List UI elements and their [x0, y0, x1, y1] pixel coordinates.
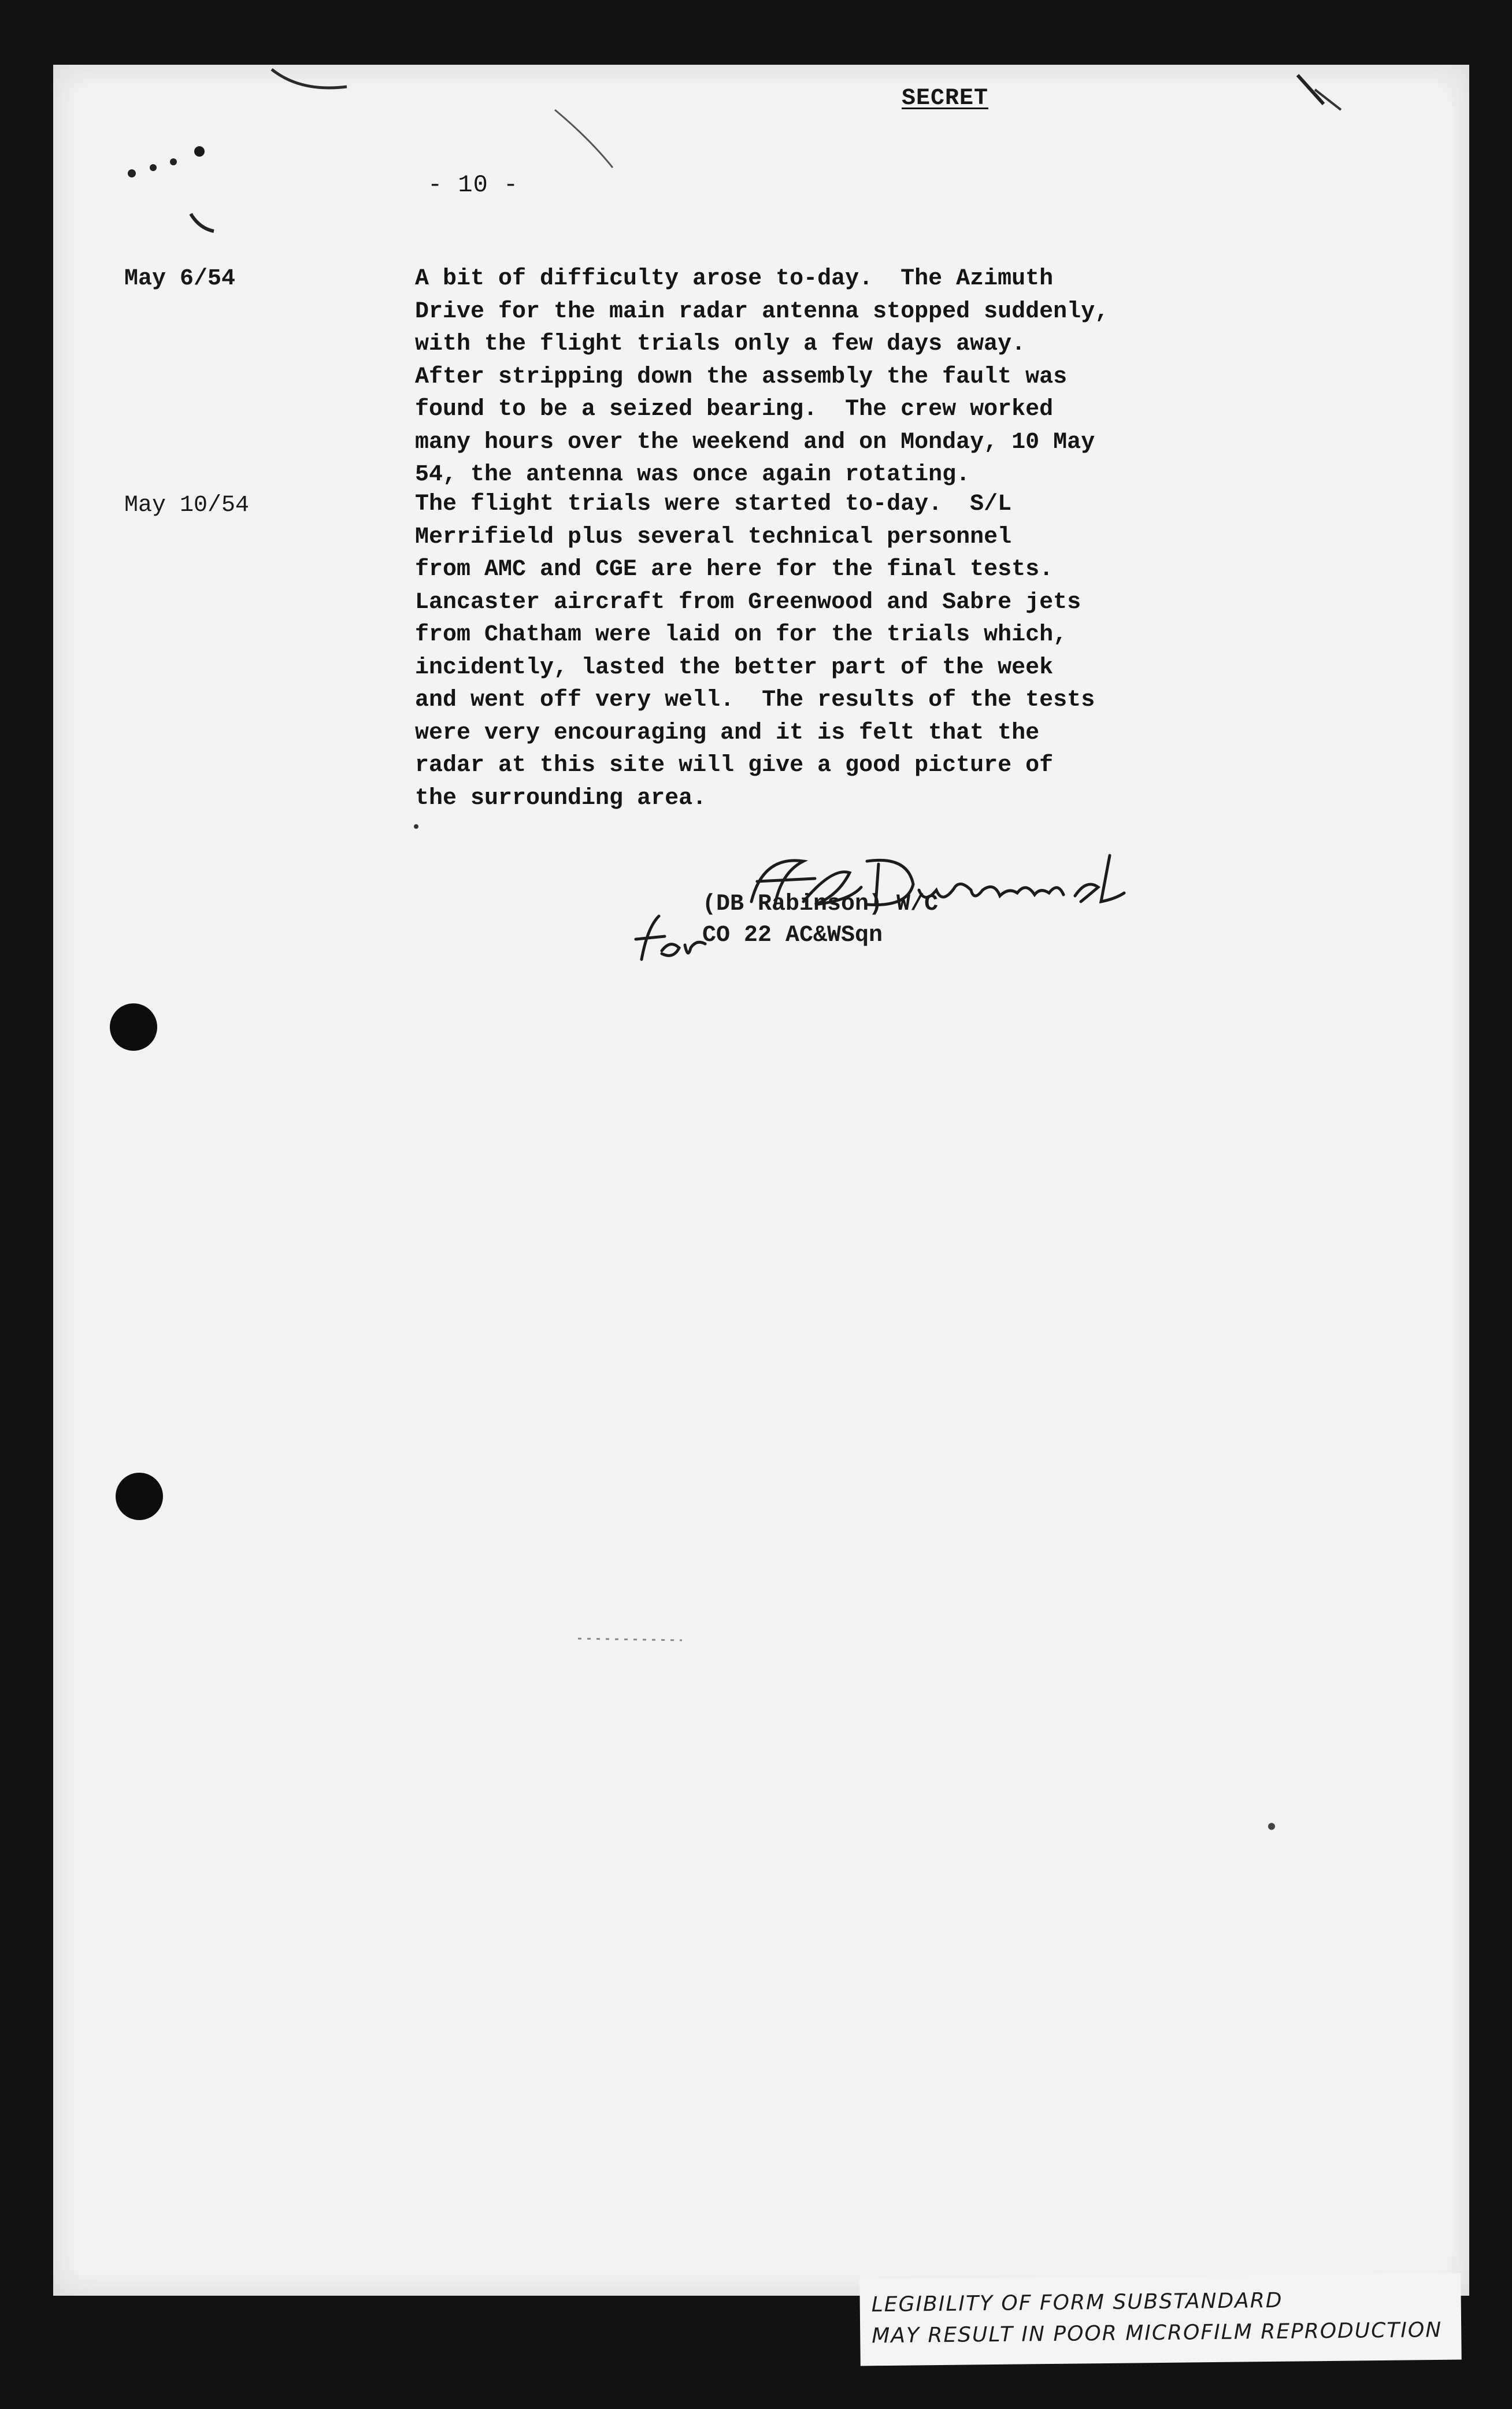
entry-line: Lancaster aircraft from Greenwood and Sabre jets [415, 589, 1081, 616]
entry-line: the surrounding area. [415, 785, 707, 811]
entry-body [415, 263, 1161, 492]
entry-line: many hours over the weekend and on Monday, 10 May [415, 429, 1095, 455]
entry-line: from Chatham were laid on for the trials which, [415, 622, 1068, 648]
entry-line: were very encouraging and it is felt that the [415, 720, 1040, 746]
entry-line: A bit of difficulty arose to-day. The Azimuth [415, 266, 1054, 292]
punch-hole [110, 1003, 157, 1051]
stamp-line: MAY RESULT IN POOR MICROFILM REPRODUCTION [872, 2318, 1443, 2348]
signature-caption [702, 889, 938, 951]
classification-heading: SECRET [902, 86, 989, 112]
signature-name-line: (DB Rabinson) W/C [702, 891, 939, 917]
punch-hole [116, 1473, 163, 1520]
entry-line: 54, the antenna was once again rotating. [415, 462, 970, 488]
entry-line: Drive for the main radar antenna stopped suddenly, [415, 298, 1109, 325]
entry-line: and went off very well. The results of the tests [415, 687, 1095, 713]
entry-line: The flight trials were started to-day. S/L [415, 491, 1012, 517]
page-number: - 10 - [428, 171, 519, 199]
entry-line: Merrifield plus several technical personnel [415, 524, 1012, 550]
entry-line: with the flight trials only a few days away. [415, 331, 1026, 357]
entry-line: found to be a seized bearing. The crew worked [415, 396, 1054, 422]
entry-body [415, 488, 1161, 815]
entry-line: from AMC and CGE are here for the final tests. [415, 557, 1054, 583]
legibility-stamp [859, 2273, 1462, 2366]
signature-unit-line: CO 22 AC&WSqn [702, 922, 883, 948]
entry-date: May 6/54 [124, 266, 236, 292]
stamp-line: LEGIBILITY OF FORM SUBSTANDARD [871, 2288, 1283, 2317]
entry-line: incidently, lasted the better part of the week [415, 654, 1054, 681]
entry-date: May 10/54 [124, 492, 250, 518]
entry-line: radar at this site will give a good picture of [415, 753, 1054, 779]
entry-line: After stripping down the assembly the fault was [415, 364, 1068, 390]
